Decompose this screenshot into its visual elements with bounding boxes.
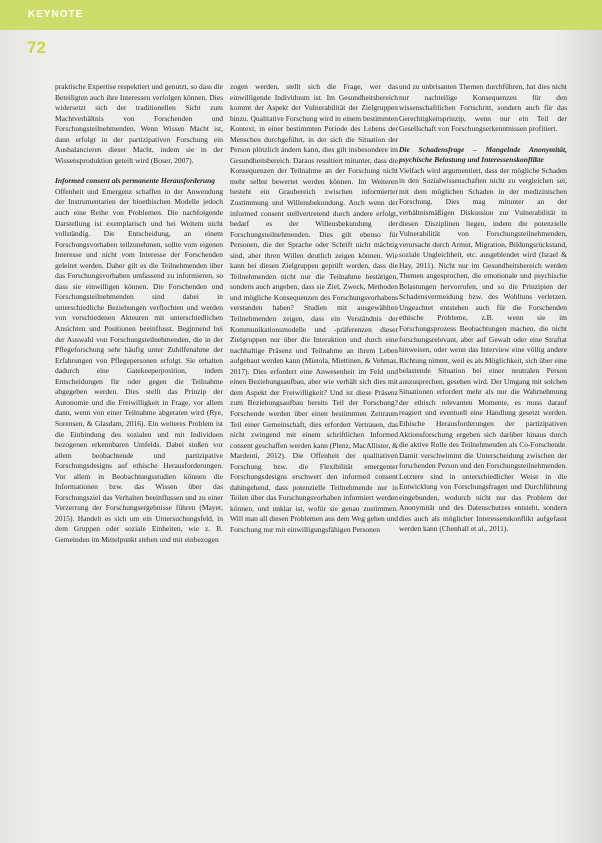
paragraph: und zu unbrisanten Themen durchführen, hat dies nicht nur nachteilige Konsequenzen für den wissenschaftlichen Fortschritt, sondern auch für das Gerechtigkeitsprinzip, wenn nur ein Teil der Gesellschaft von Forschungserkenntnissen profitiert.: [399, 82, 567, 134]
text-column-3: [399, 82, 567, 545]
paragraph: praktische Expertise respektiert und genutzt, so dass die Beteiligten auch ihre Interessen verfolgen können. Dies widersetzt sich der traditionellen Sicht zum Machtverhältnis von Forschenden und Forschungsteilnehmenden. Wenn Wissen Macht ist, dann erfolgt in der partizipativen Forschung ein Ausbalancieren dieser Macht, indem sie in der Wissensproduktion geteilt wird (Boser, 2007).: [55, 82, 223, 165]
page-number: 72: [27, 38, 46, 57]
text-column-1: [55, 82, 223, 556]
paragraph: Vielfach wird argumentiert, dass der mögliche Schaden in den Sozialwissenschaften nicht zu vergleichen sei, mit dem möglichen Schaden in der medizinischen Forschung. Dies mag mitunter an der verhältnismäßigen Diskussion zur Vulnerabilität in diesen Disziplinen liegen, indem die potenzielle Vulnerabilität von Forschungsteilnehmenden, verursacht durch Armut, Migration, Bildungsrückstand, soziale Ungleichheit, etc. ausgeblendet wird (Israel & Hay, 2011). Nicht nur im Gesundheitsbereich werden Themen angesprochen, die emotionale und psychische Belastungen hervorrufen, und so die Prinzipien der Schadensvermeidung bzw. des Wohltuns verletzen. Ungeachtet entstehen auch für die Forschenden ethische Probleme, z.B. wenn sie im Forschungsprozess Beobachtungen machen, die nicht forschungsrelevant, aber auf Gewalt oder eine Straftat hinweisen, oder wenn das Interview eine völlig andere Richtung nimmt, weil es als Möglichkeit, sich über eine belastende Situation bei einer neutralen Person auszusprechen, gesehen wird. Der Umgang mit solchen Situationen erfordert mehr als nur die Wahrnehmung der ethisch relevanten Momente, es muss darauf reagiert und eventuell eine Handlung gesetzt werden. Ethische Herausforderungen der partizipativen Aktionsforschung ergeben sich darüber hinaus durch die aktive Rolle des Teilnehmenden als Co-Forschende. Damit verschwimmt die Unterscheidung zwischen der forschenden Person und den Forschungsteilnehmenden. Letztere sind in unterschiedlicher Weise in die Entwicklung von Forschungsfragen und Durchführung eingebunden, wodurch nicht nur das Problem der Anonymität und des Datenschutzes entsteht, sondern dies auch als möglicher Interessenskonflikt aufgefasst werden kann (Chenhall et al., 2011).: [399, 165, 567, 534]
subheading: Die Schadensfrage – Mangelnde Anonymität, psychische Belastung und Interessenskonflikte: [399, 144, 567, 165]
text-column-2: [230, 82, 398, 546]
header-band: [0, 0, 602, 30]
subheading: Informed consent als permanente Herausforderung: [55, 176, 216, 186]
section-kicker: KEYNOTE: [28, 9, 84, 20]
paragraph: zogen werden, stellt sich die Frage, wer das einwilligende Individuum ist. Im Gesundheitsbereich kommt der Aspekt der Vulnerabilität der Zielgruppen hinzu. Qualitative Forschung wird in einem bestimmten Kontext, in einer bestimmten Periode des Lebens der Menschen durchgeführt, in der sich die Situation der Person plötzlich ändern kann, dies gilt insbesondere im Gesundheitsbereich. Daraus resultiert mitunter, dass die Konsequenzen der Teilnahme an der Forschung nicht mehr selbst bewertet werden können. Im Weiteren besteht ein Graubereich zwischen informierter Zustimmung und Willensbekundung. Auch wenn der informed consent stellvertretend durch andere erfolgt, bedarf es der Willensbekundung der Forschungsteilnehmenden. Dies gilt ebenso für Personen, die der Sprache oder Schrift nicht mächtig sind, aber ihren Willen deutlich zeigen können. Wie kann bei diesen Zielgruppen geprüft werden, dass die Teilnehmenden nicht nur die Teilnahme bestätigen, sondern auch angeben, dass sie Ziel, Zweck, Methoden und mögliche Konsequenzen des Forschungsvorhabens verstanden haben? Studien mit ausgewählten Teilnehmenden zeigen, dass ein Verständnis der Kommunikationsmodelle und -präferenzen dieser Zielgruppen nur über die Interaktion und durch eine nachhaltige Präsenz und Teilnahme an ihrem Leben aufgebaut werden kann (Mietola, Miettinen, & Vehmas, 2017). Dies erfordert eine Anwesenheit im Feld und einen Beziehungsaufbau, aber wie verhält sich dies mit dem Aspekt der Freiwilligkeit? Und ist diese Präsenz zum Beziehungsaufbau bereits Teil der Forschung? Forschende werden über einen bestimmten Zeitraum Teil einer Gemeinschaft, dies erfordert Vertrauen, das nicht zwingend mit einem schriftlichen Informed consent geschaffen werden kann (Plenz, MacAllister, & Mardenti, 2012). Die Offenheit der qualitativen Forschung bzw. die Flexibilität emergenter Forschungsdesigns erschwert den informed consent dahingehend, dass potenzielle Teilnehmende nur in Teilen über das Forschungsvorhaben informiert werden können, und unklar ist, wofür sie genau zustimmen. Will man all diesen Problemen aus dem Weg gehen und Forschung nur mit einwilligungsfähigen Personen: [230, 82, 398, 534]
paragraph: Offenheit und Emergenz schaffen in der Anwendung der Instrumentarien der bioethischen Modelle jedoch auch eine Reihe von Problemen. Die nachfolgende Darstellung ist exemplarisch und bei Weitem nicht vollständig. Die Entscheidung, an einem Forschungsvorhaben teilzunehmen, sollte vom eigenen Interesse und nicht vom Interesse der Forschenden geleitet werden. Daher gilt es die Teilnehmenden über das Forschungsvorhaben umfassend zu informieren, so dass sie einwilligen können. Die Forschenden und Forschungsteilnehmenden sind dabei in unterschiedliche Beziehungen verflochten und werden von verschiedenen Akteuren mit unterschiedlichen Ansichten und Positionen beeinflusst. Beginnend bei der Auswahl von Forschungsteilnehmenden, die in der Pflegeforschung sehr häufig unter Zuhilfenahme der Erfahrungen von Pflegepersonen erfolgt. Sie erhalten dadurch eine Gatekeeperposition, indem Entscheidungen für oder gegen die Teilnahme abgegeben werden. Dies stellt das Prinzip der Autonomie und die Freiwilligkeit in Frage, vor allem dann, wenn von einer Teilnahme abgeraten wird (Rye, Sorensen, & Glasdam, 2016). Ein weiteres Problem ist die Einbindung des sozialen und mit Individuen bezogenen erkennbaren Umfelds. Dabei stoßen vor allem beobachtende und partizipative Forschungsdesigns auf ethische Herausforderungen. Vor allem in Beobachtungsstudien können die Informationen bzw. das Wissen über das Forschungsziel das Verhalten beeinflussen und zu einer Verzerrung der Forschungsergebnisse führen (Mayer, 2015). Handelt es sich um ein Untersuchungsfeld, in dem Gruppen oder soziale Einheiten, wie z. B. Gemeinden im Mittelpunkt stehen und mit einbezogen: [55, 186, 223, 544]
